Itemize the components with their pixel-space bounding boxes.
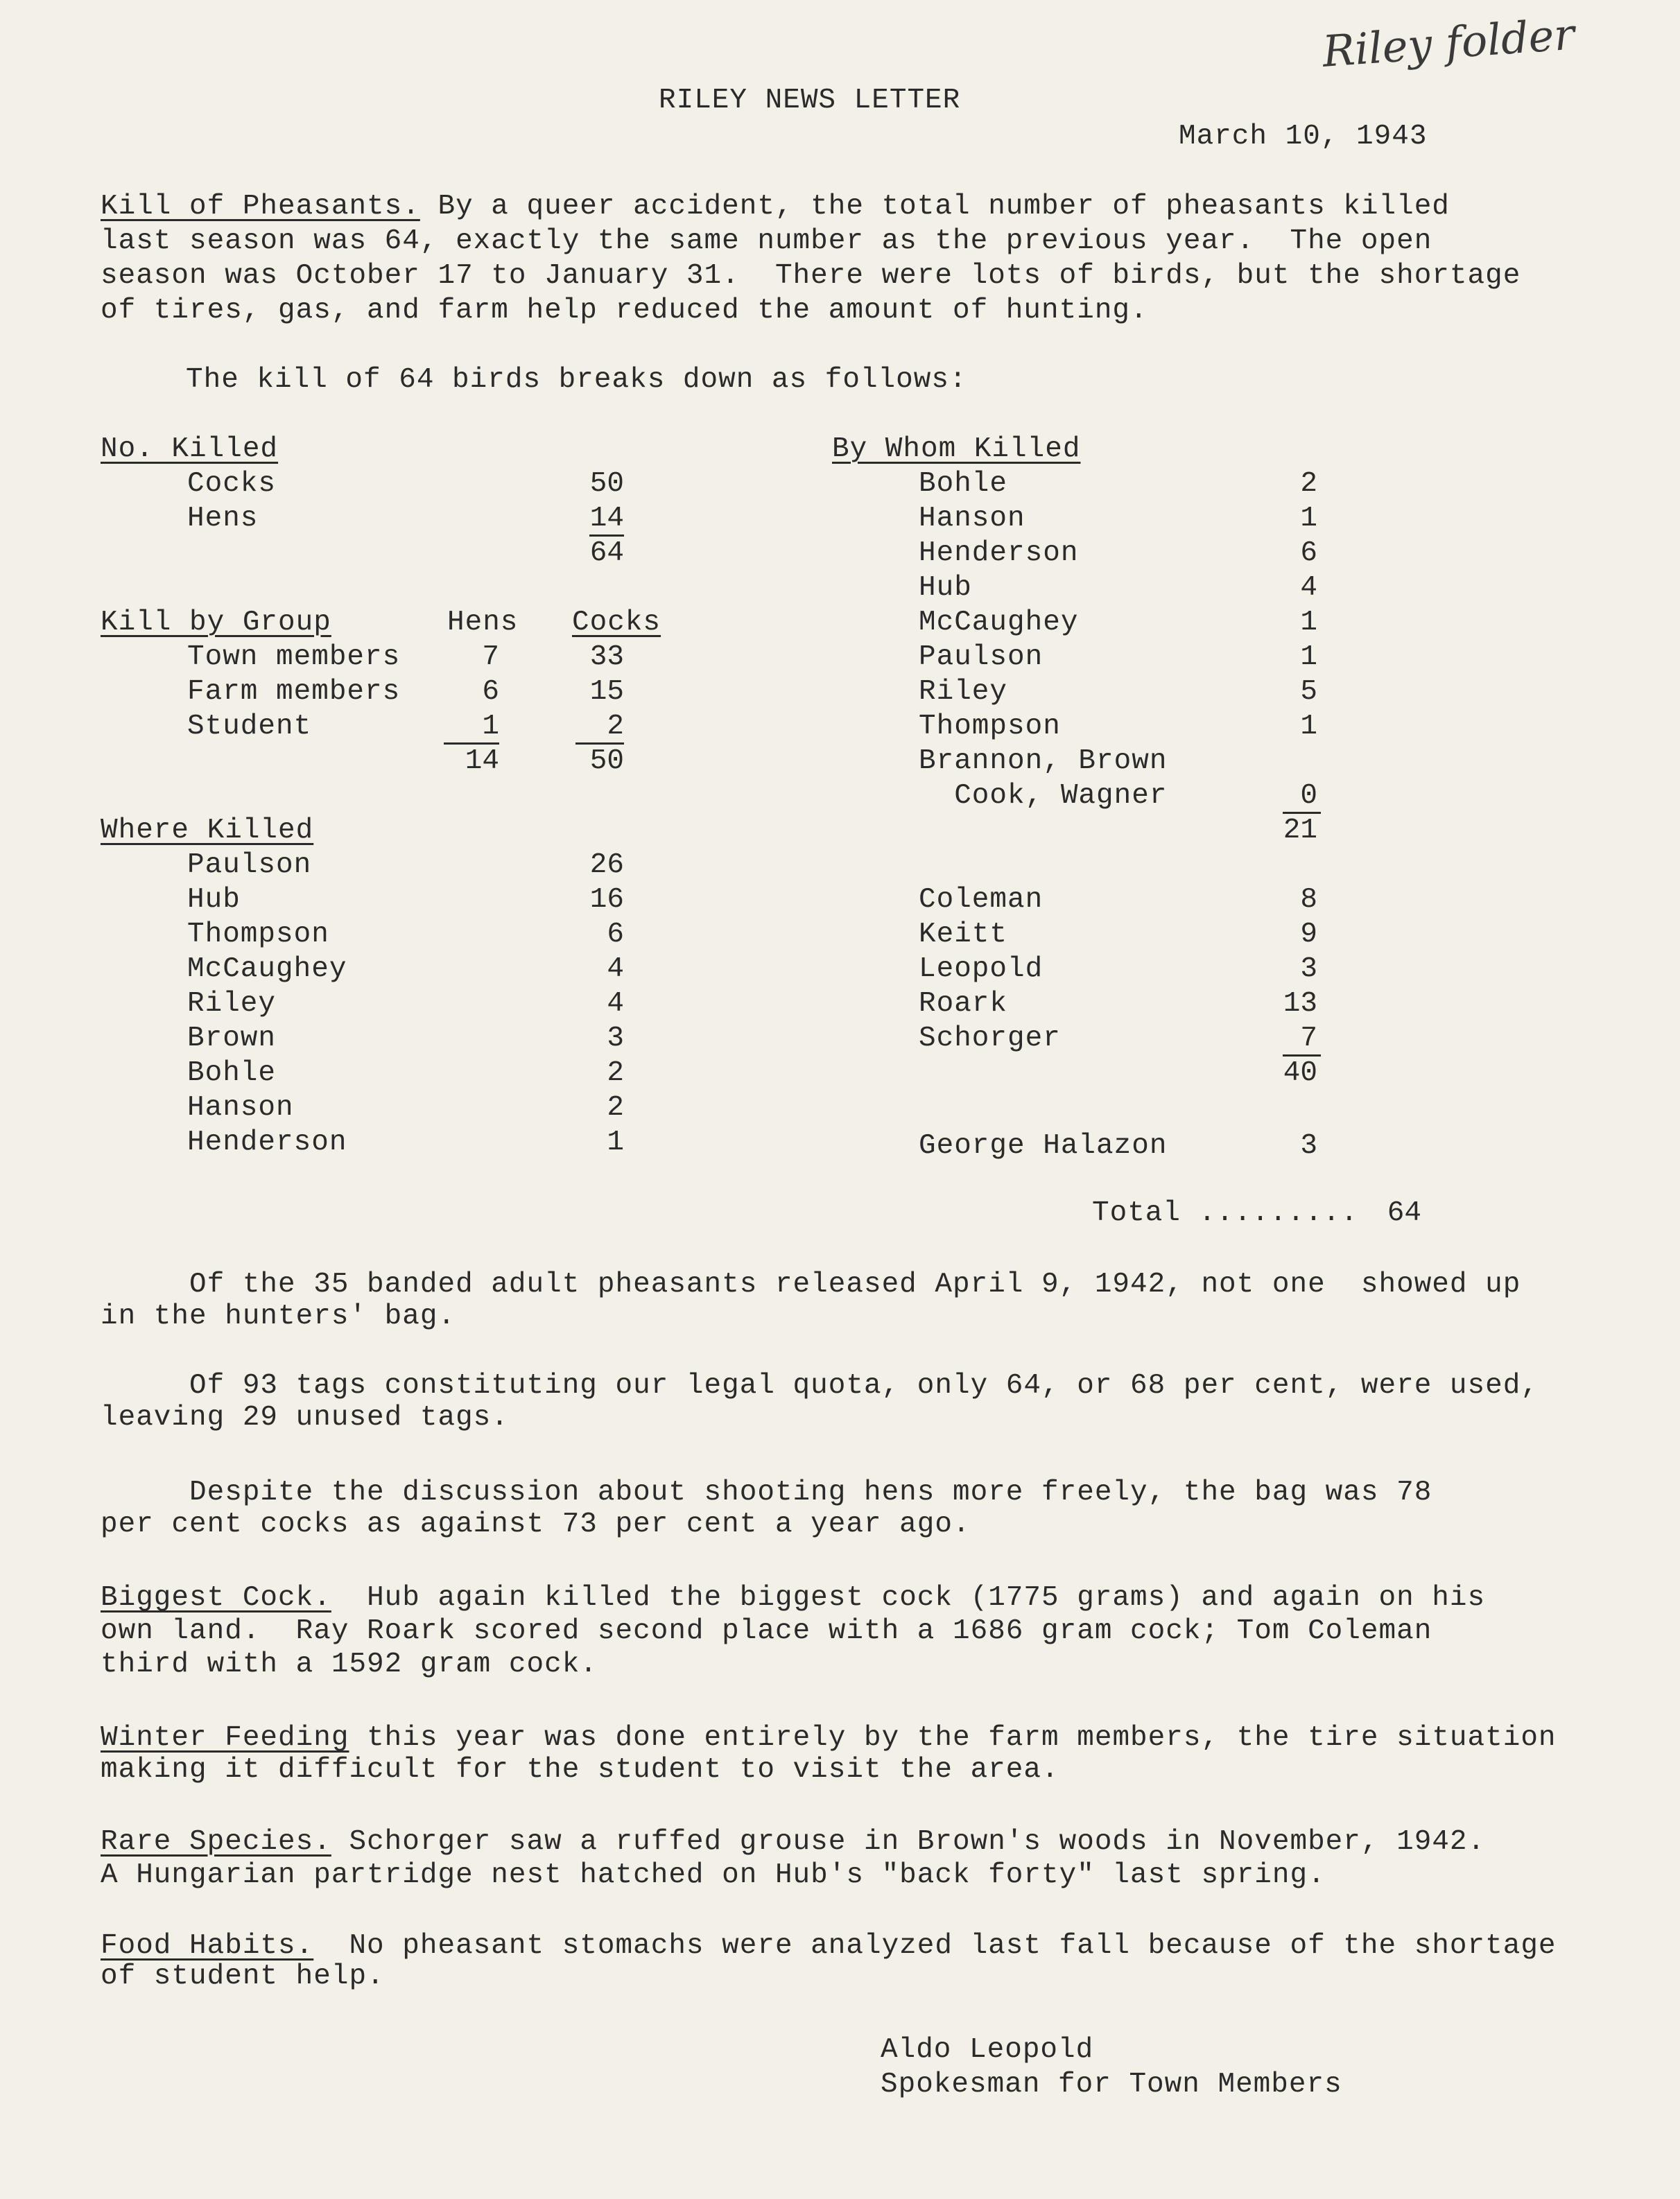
where-value: 1 <box>607 1127 624 1158</box>
by-whom-value: 9 <box>1300 919 1317 950</box>
by-whom-label: McCaughey <box>919 607 1079 638</box>
biggest-cock-line-3: third with a 1592 gram cock. <box>101 1649 598 1680</box>
where-label: Hanson <box>187 1092 294 1124</box>
no-killed-heading: No. Killed <box>101 433 279 465</box>
by-whom-label: Bohle <box>919 468 1008 500</box>
by-whom-label: Coleman <box>919 884 1043 916</box>
by-whom-label: Brannon, Brown <box>919 745 1168 777</box>
by-whom-value: 2 <box>1300 468 1317 500</box>
banded-line-2: in the hunters' bag. <box>101 1301 456 1332</box>
by-whom-label: Leopold <box>919 953 1043 985</box>
by-whom-value: 1 <box>1300 641 1317 673</box>
where-label: Bohle <box>187 1057 277 1089</box>
where-label: Hub <box>187 884 241 916</box>
group-label-student: Student <box>187 711 312 742</box>
group-hens-total: 14 <box>465 745 499 777</box>
no-killed-value-hens: 14 <box>589 503 624 534</box>
intro-first-line <box>101 189 1450 224</box>
where-value: 4 <box>607 953 624 985</box>
handwritten-note: Riley folder <box>1321 8 1577 77</box>
winter-feeding-line-2: making it difficult for the student to visit the area. <box>101 1754 1059 1786</box>
tags-line-2: leaving 29 unused tags. <box>101 1402 509 1434</box>
group-label-farm: Farm members <box>187 676 401 708</box>
by-whom-value: 5 <box>1300 676 1317 708</box>
by-whom-value: 3 <box>1300 953 1317 985</box>
biggest-cock-line-1: Hub again killed the biggest cock (1775 grams) and again on his <box>331 1582 1486 1614</box>
hens-line-1: Despite the discussion about shooting hens more freely, the bag was 78 <box>101 1477 1432 1509</box>
no-killed-value-cocks: 50 <box>589 468 624 500</box>
where-value: 2 <box>607 1092 624 1124</box>
by-whom-value: 4 <box>1300 572 1317 604</box>
banded-line-1: Of the 35 banded adult pheasants released April 9, 1942, not one showed up <box>101 1269 1521 1301</box>
kill-by-group-heading: Kill by Group <box>101 607 331 638</box>
intro-line-2: last season was 64, exactly the same number as the previous year. The open <box>101 225 1432 257</box>
group-cocks-total: 50 <box>589 745 624 777</box>
no-killed-total: 64 <box>589 537 624 569</box>
by-whom-label: Hanson <box>919 503 1025 534</box>
food-habits-heading: Food Habits. <box>101 1930 314 1962</box>
tags-line-1: Of 93 tags constituting our legal quota, only 64, or 68 per cent, were used, <box>101 1370 1539 1402</box>
no-killed-label-hens: Hens <box>187 503 259 534</box>
by-whom-group-1-total: 21 <box>1283 815 1317 846</box>
where-label: McCaughey <box>187 953 347 985</box>
intro-line-1: By a queer accident, the total number of pheasants killed <box>419 191 1450 223</box>
where-value: 16 <box>589 884 624 916</box>
where-value: 6 <box>607 919 624 950</box>
kill-by-group-col-hens: Hens <box>447 607 519 638</box>
group-cocks-student: 2 <box>607 711 624 742</box>
intro-line-4: of tires, gas, and farm help reduced the amount of hunting. <box>101 295 1148 327</box>
breakdown-line: The kill of 64 birds breaks down as follows: <box>186 364 967 396</box>
kill-by-group-col-cocks: Cocks <box>572 607 661 638</box>
by-whom-value: 1 <box>1300 503 1317 534</box>
where-value: 2 <box>607 1057 624 1089</box>
by-whom-label: Thompson <box>919 711 1061 742</box>
hens-line-2: per cent cocks as against 73 per cent a year ago. <box>101 1509 971 1540</box>
grand-total-value: 64 <box>1387 1197 1421 1229</box>
grand-total-label: Total ......... <box>1092 1197 1359 1229</box>
rare-species-heading: Rare Species. <box>101 1826 331 1858</box>
by-whom-extra-label: George Halazon <box>919 1130 1168 1162</box>
by-whom-label: Roark <box>919 988 1008 1020</box>
newsletter-title: RILEY NEWS LETTER <box>659 85 961 116</box>
by-whom-value: 1 <box>1300 711 1317 742</box>
by-whom-heading: By Whom Killed <box>832 433 1081 465</box>
group-hens-farm: 6 <box>482 676 499 708</box>
rare-species-line-1: Schorger saw a ruffed grouse in Brown's woods in November, 1942. <box>331 1826 1486 1858</box>
group-hens-town: 7 <box>482 641 499 673</box>
by-whom-value: 13 <box>1283 988 1317 1020</box>
food-habits-line-1: No pheasant stomachs were analyzed last fall because of the shortage <box>313 1930 1557 1962</box>
where-label: Henderson <box>187 1127 347 1158</box>
winter-feeding-first-line <box>101 1721 1557 1755</box>
where-label: Thompson <box>187 919 329 950</box>
by-whom-label: Keitt <box>919 919 1008 950</box>
winter-feeding-heading: Winter Feeding <box>101 1722 349 1754</box>
group-cocks-farm: 15 <box>589 676 624 708</box>
group-label-town: Town members <box>187 641 401 673</box>
biggest-cock-first-line <box>101 1581 1485 1615</box>
rare-species-first-line <box>101 1825 1485 1859</box>
where-value: 26 <box>589 849 624 881</box>
food-habits-line-2: of student help. <box>101 1961 385 1992</box>
group-hens-student: 1 <box>482 711 499 742</box>
by-whom-value: 7 <box>1300 1023 1317 1054</box>
group-cocks-town: 33 <box>589 641 624 673</box>
where-label: Riley <box>187 988 277 1020</box>
rare-species-line-2: A Hungarian partridge nest hatched on Hub's "back forty" last spring. <box>101 1859 1326 1891</box>
where-label: Brown <box>187 1023 277 1054</box>
by-whom-group-2-total: 40 <box>1283 1057 1317 1089</box>
by-whom-value: 0 <box>1300 780 1317 812</box>
where-killed-heading: Where Killed <box>101 815 314 846</box>
where-value: 3 <box>607 1023 624 1054</box>
winter-feeding-line-1: this year was done entirely by the farm members, the tire situation <box>349 1722 1557 1754</box>
by-whom-value: 1 <box>1300 607 1317 638</box>
intro-heading: Kill of Pheasants. <box>101 191 420 223</box>
food-habits-first-line <box>101 1929 1557 1963</box>
no-killed-label-cocks: Cocks <box>187 468 277 500</box>
by-whom-label: Hub <box>919 572 972 604</box>
by-whom-label: Riley <box>919 676 1008 708</box>
by-whom-value: 6 <box>1300 537 1317 569</box>
by-whom-label: Schorger <box>919 1023 1061 1054</box>
signature-title: Spokesman for Town Members <box>881 2069 1342 2101</box>
by-whom-extra-value: 3 <box>1300 1130 1317 1162</box>
where-value: 4 <box>607 988 624 1020</box>
by-whom-label: Paulson <box>919 641 1043 673</box>
newsletter-date: March 10, 1943 <box>1179 121 1428 153</box>
by-whom-label: Cook, Wagner <box>919 780 1168 812</box>
where-label: Paulson <box>187 849 312 881</box>
biggest-cock-line-2: own land. Ray Roark scored second place with a 1686 gram cock; Tom Coleman <box>101 1615 1432 1647</box>
signature-name: Aldo Leopold <box>881 2034 1094 2066</box>
intro-line-3: season was October 17 to January 31. There were lots of birds, but the shortage <box>101 260 1521 292</box>
by-whom-value: 8 <box>1300 884 1317 916</box>
biggest-cock-heading: Biggest Cock. <box>101 1582 331 1614</box>
by-whom-label: Henderson <box>919 537 1079 569</box>
